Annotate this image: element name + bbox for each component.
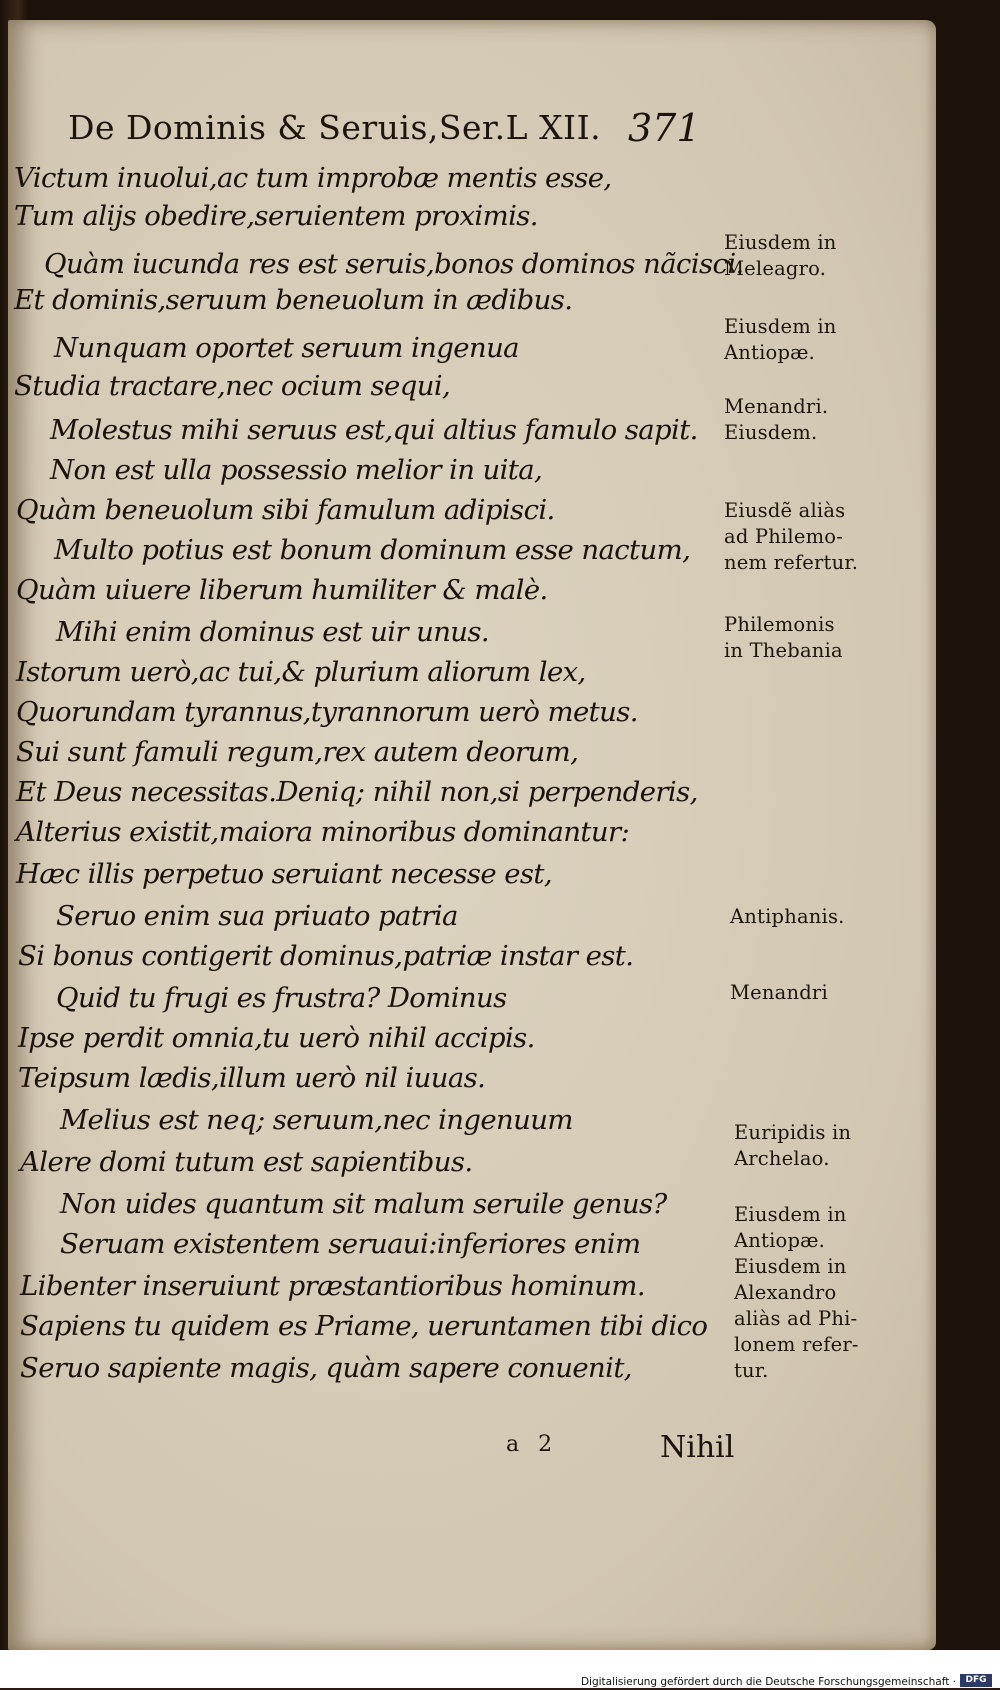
verse-line: Non est ulla possessio melior in uita, bbox=[50, 454, 543, 486]
verse-line: Mihi enim dominus est uir unus. bbox=[56, 616, 490, 648]
verse-line: Quid tu frugi es frustra? Dominus bbox=[56, 982, 507, 1014]
verse-line: Seruo sapiente magis, quàm sapere conuenit, bbox=[20, 1352, 632, 1384]
verse-line: Molestus mihi seruus est,qui altius famulo sapit. bbox=[50, 414, 698, 446]
verse-line: Quorundam tyrannus,tyrannorum uerò metus. bbox=[16, 696, 638, 728]
verse-line: Sapiens tu quidem es Priame, ueruntamen tibi dico bbox=[20, 1310, 708, 1342]
verse-line: Quàm beneuolum sibi famulum adipisci. bbox=[16, 494, 555, 526]
book-page bbox=[8, 20, 936, 1650]
verse-line: Quàm uiuere liberum humiliter & malè. bbox=[16, 574, 548, 606]
marginal-note: Euripidis in Archelao. bbox=[734, 1121, 852, 1170]
marginal-note: Eiusdem in Meleagro. bbox=[724, 231, 837, 280]
marginal-note: Eiusdem in Antiopæ. bbox=[724, 315, 837, 364]
signature-mark: a 2 bbox=[506, 1432, 559, 1457]
marginal-note: Eiusdem in Antiopæ. Eiusdem in Alexandro aliàs ad Phi- lonem refer- tur. bbox=[734, 1203, 859, 1382]
verse-line: Istorum uerò,ac tui,& plurium aliorum lex, bbox=[16, 656, 586, 688]
verse-line: Multo potius est bonum dominum esse nactum, bbox=[54, 534, 691, 566]
verse-line: Ipse perdit omnia,tu uerò nihil accipis. bbox=[18, 1022, 535, 1054]
verse-line: Hæc illis perpetuo seruiant necesse est, bbox=[16, 858, 552, 890]
verse-line: Victum inuolui,ac tum improbæ mentis esse, bbox=[14, 162, 612, 194]
verse-line: Alere domi tutum est sapientibus. bbox=[20, 1146, 473, 1178]
verse-line: Sui sunt famuli regum,rex autem deorum, bbox=[16, 736, 579, 768]
verse-line: Et dominis,seruum beneuolum in ædibus. bbox=[14, 284, 573, 316]
digitization-credit: Digitalisierung gefördert durch die Deutsche Forschungsgemeinschaft · bbox=[580, 1676, 956, 1688]
verse-line: Libenter inseruiunt præstantioribus hominum. bbox=[20, 1270, 645, 1302]
dfg-logo: DFG bbox=[960, 1674, 992, 1687]
verse-line: Tum alijs obedire,seruientem proximis. bbox=[14, 200, 538, 232]
verse-line: Melius est neq; seruum,nec ingenuum bbox=[60, 1104, 573, 1136]
verse-line: Si bonus contigerit dominus,patriæ instar est. bbox=[18, 940, 634, 972]
marginal-note: Menandri. Eiusdem. bbox=[724, 395, 829, 444]
marginal-note: Philemonis in Thebania bbox=[724, 613, 843, 662]
catchword: Nihil bbox=[660, 1430, 735, 1465]
verse-line: Seruam existentem seruaui:inferiores enim bbox=[60, 1228, 641, 1260]
marginal-note: Eiusdẽ aliàs ad Philemo- nem refertur. bbox=[724, 499, 859, 574]
verse-line: Teipsum lædis,illum uerò nil iuuas. bbox=[18, 1062, 486, 1094]
verse-line: Et Deus necessitas.Deniq; nihil non,si perpenderis, bbox=[16, 776, 698, 808]
running-header: De Dominis & Seruis,Ser.L XII. bbox=[68, 108, 602, 147]
verse-line: Nunquam oportet seruum ingenua bbox=[54, 332, 519, 364]
page-number: 371 bbox=[628, 106, 701, 150]
verse-line: Seruo enim sua priuato patria bbox=[56, 900, 458, 932]
verse-line: Non uides quantum sit malum seruile genus? bbox=[60, 1188, 667, 1220]
verse-line: Studia tractare,nec ocium sequi, bbox=[14, 370, 451, 402]
verse-line: Quàm iucunda res est seruis,bonos dominos nãcisci. bbox=[44, 248, 744, 280]
marginal-note: Antiphanis. bbox=[730, 905, 845, 928]
marginal-note: Menandri bbox=[730, 981, 828, 1004]
verse-line: Alterius existit,maiora minoribus dominantur: bbox=[16, 816, 630, 848]
